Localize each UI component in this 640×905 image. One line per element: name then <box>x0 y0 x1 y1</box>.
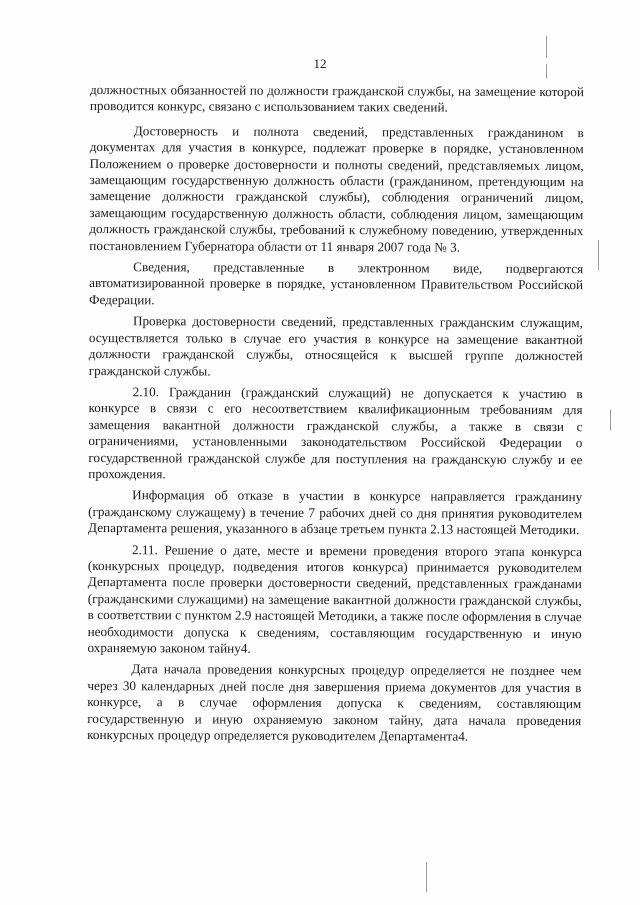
scan-edge-mark <box>546 36 547 58</box>
paragraph: 2.11. Решение о дате, месте и времени проведения второго этапа конкурса (конкурсных процедур, подведения итогов конкурса) принимается руководителем Департамента после проверки достоверности сведений, представленных гражданами (гражданскими служащими) на замещение вакантной должности гражданской службы, в соответствии с пунктом 2.9 настоящей Методики, а также после оформления в случае необходимости допуска к сведениям, составляющим государственную и иную охраняемую законом тайну4. <box>87 541 582 656</box>
paragraph: Достоверность и полнота сведений, представленных гражданином в документах для участия в конкурсе, подлежат проверке в порядке, установленном Положением о проверке достоверности и полноты сведений, представляемых лицом, замещающим государственную должность области (гражданином, претендующим на замещение должности гражданской службы), соблюдения ограничений лицом, замещающим государственную должность области, соблюдения лицом, замещающим должность гражданской службы, требований к служебному поведению, утвержденных постановлением Губернатора области от 11 января 2007 года № 3. <box>89 123 584 255</box>
page-number: 12 <box>313 56 327 71</box>
paragraph: Дата начала проведения конкурсных процедур определяется не позднее чем через 30 календарных дней после дня завершения приема документов для участия в конкурсе, а в случае оформления допуска к сведениям, составляющим государственную и иную охраняемую законом тайну, дата начала проведения конкурсных процедур определяется руководителем Департамента4. <box>87 661 582 744</box>
body-text <box>87 82 584 751</box>
paragraph: Сведения, представленные в электронном виде, подвергаются автоматизированной проверке в порядке, установленном Правительством Российской Федерации. <box>89 259 584 308</box>
scan-edge-mark <box>426 862 427 892</box>
paragraph: Проверка достоверности сведений, представленных гражданским служащим, осуществляется только в случае его участия в конкурсе на замещение вакантной должности гражданской службы, относящейся к высшей группе должностей гражданской службы. <box>88 313 583 379</box>
paragraph: 2.10. Гражданин (гражданский служащий) не допускается к участию в конкурсе в связи с его несоответствием квалификационным требованиям для замещения вакантной должности гражданской службы, а также в связи с ограничениями, установленными законодательством Российской Федерации о государственной гражданской службе для поступления на гражданскую службу и ее прохождения. <box>88 384 583 482</box>
scan-edge-mark <box>610 410 611 430</box>
paragraph: Информация об отказе в участии в конкурсе направляется гражданину (гражданскому служащему) в течение 7 рабочих дней со дня принятия руководителем Департамента решения, указанного в абзаце третьем пункта 2.13 настоящей Методики. <box>88 487 583 538</box>
scan-edge-mark <box>598 240 599 270</box>
paragraph: должностных обязанностей по должности гражданской службы, на замещение которой проводится конкурс, связано с использованием таких сведений. <box>89 82 584 115</box>
